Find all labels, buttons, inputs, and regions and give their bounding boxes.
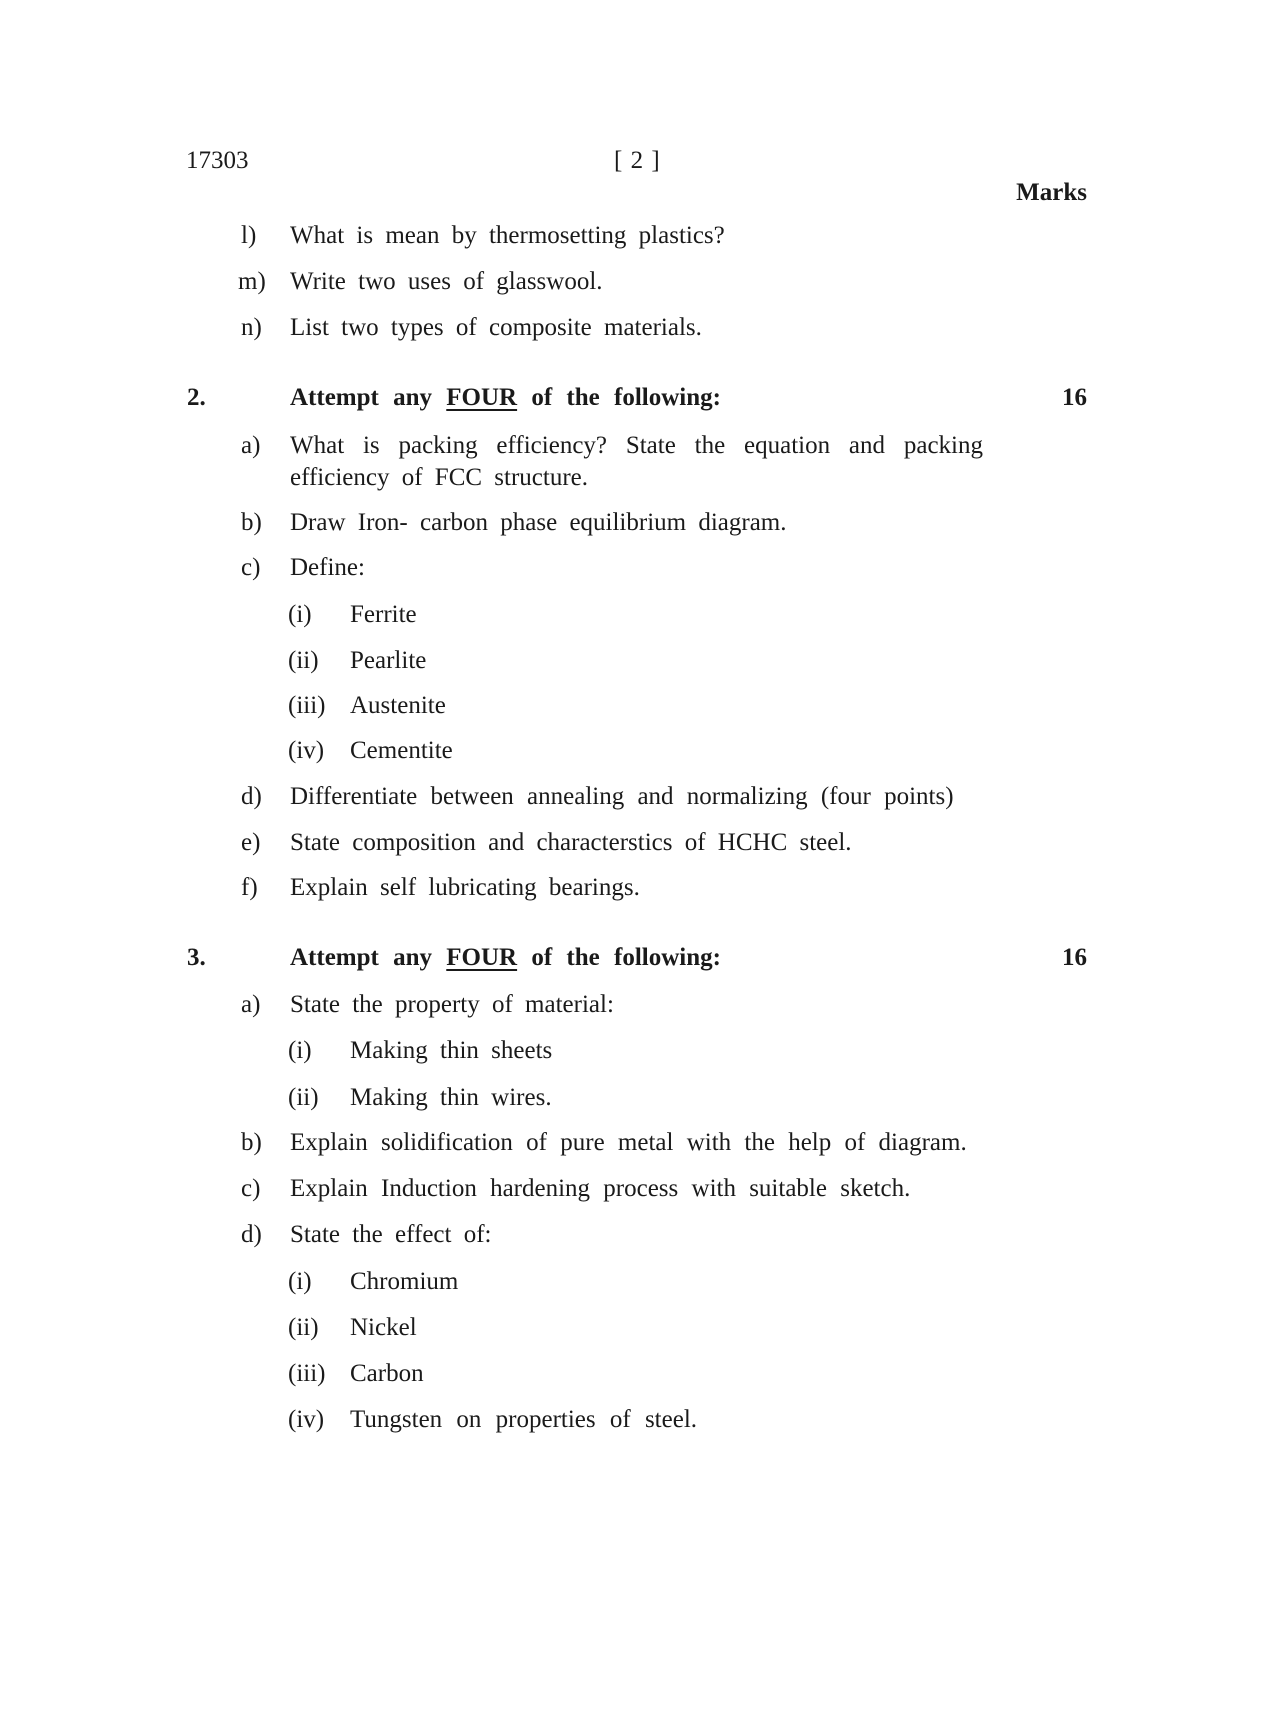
item-text: State composition and characterstics of HCHC steel. [290,829,852,856]
page-number: [ 2 ] [614,147,660,174]
item-label: n) [241,314,262,341]
subitem-text: Chromium [350,1268,459,1295]
item-label: b) [241,509,262,536]
subitem-text: Tungsten on properties of steel. [350,1406,698,1433]
paper-code: 17303 [186,147,249,174]
item-text: Differentiate between annealing and normalizing (four points) [290,783,954,810]
item-text: Explain solidification of pure metal with the help of diagram. [290,1129,967,1156]
item-label: c) [241,1175,261,1202]
question-heading [290,945,721,970]
item-text: Explain self lubricating bearings. [290,874,640,901]
subitem-text: Ferrite [350,601,417,628]
item-text: List two types of composite materials. [290,314,702,341]
item-label: c) [241,554,261,581]
heading-post: of the following: [531,944,721,971]
heading-pre: Attempt any [290,944,433,971]
item-label: a) [241,991,261,1018]
item-label: e) [241,829,261,856]
question-marks: 16 [1062,944,1087,971]
heading-emphasis: FOUR [446,384,518,411]
item-text: What is mean by thermosetting plastics? [290,222,725,249]
item-text-line1: What is packing efficiency? State the equation and packing [290,432,983,459]
subitem-text: Austenite [350,692,446,719]
subitem-label: (iv) [288,1406,325,1433]
subitem-label: (ii) [288,1084,319,1111]
item-label: d) [241,1221,262,1248]
subitem-label: (i) [288,1037,312,1064]
subitem-text: Making thin wires. [350,1084,552,1111]
item-label: b) [241,1129,262,1156]
item-label: f) [241,874,258,901]
item-label: l) [241,222,257,249]
subitem-text: Pearlite [350,647,427,674]
marks-column-header: Marks [1016,179,1087,206]
subitem-text: Making thin sheets [350,1037,553,1064]
heading-emphasis: FOUR [446,944,518,971]
heading-pre: Attempt any [290,384,433,411]
item-text-line2: efficiency of FCC structure. [290,464,589,491]
subitem-text: Nickel [350,1314,417,1341]
subitem-label: (ii) [288,647,319,674]
item-text: State the property of material: [290,991,614,1018]
item-text: Define: [290,554,365,581]
item-text: Draw Iron- carbon phase equilibrium diagram. [290,509,787,536]
subitem-label: (iv) [288,737,325,764]
subitem-text: Cementite [350,737,453,764]
item-label: a) [241,432,261,459]
question-heading [290,385,721,410]
item-text: Explain Induction hardening process with suitable sketch. [290,1175,911,1202]
subitem-label: (i) [288,1268,312,1295]
subitem-label: (iii) [288,692,326,719]
subitem-label: (ii) [288,1314,319,1341]
question-number: 3. [187,944,206,971]
subitem-text: Carbon [350,1360,424,1387]
heading-post: of the following: [531,384,721,411]
item-text: State the effect of: [290,1221,492,1248]
question-number: 2. [187,384,206,411]
question-marks: 16 [1062,384,1087,411]
subitem-label: (iii) [288,1360,326,1387]
item-label: m) [238,268,266,295]
item-text: Write two uses of glasswool. [290,268,603,295]
item-label: d) [241,783,262,810]
subitem-label: (i) [288,601,312,628]
